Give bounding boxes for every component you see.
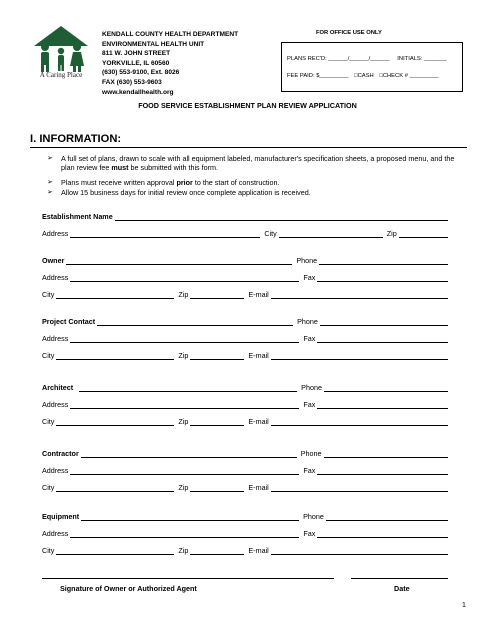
bullet-text: A full set of plans, drawn to scale with all equipment labeled, manufacturer's specification sheets, a proposed menu, and the plan review fee must be submitted with this form. [61,154,455,173]
project-contact-city-field[interactable] [56,352,174,360]
architect-label: Architect [42,383,74,392]
architect-zip-field[interactable] [190,418,244,426]
date-line[interactable] [351,578,448,579]
email-label: E-mail [248,290,269,299]
owner-address-row [42,271,448,282]
architect-row [42,381,448,392]
zip-label: Zip [178,417,189,426]
bullet-text: Allow 15 business days for initial review once complete application is received. [61,188,311,197]
project-contact-city-row [42,349,448,360]
project-contact-email-field[interactable] [271,352,448,360]
equipment-name-field[interactable] [81,513,299,521]
instruction-bullet [47,188,457,197]
project-contact-zip-field[interactable] [190,352,244,360]
email-label: E-mail [248,417,269,426]
address-label: Address [42,529,69,538]
office-use-title: FOR OFFICE USE ONLY [316,30,382,36]
zip-label: Zip [386,229,397,238]
arrow-bullet-icon: ➢ [47,179,53,186]
project-contact-name-field[interactable] [97,318,293,326]
architect-city-row [42,415,448,426]
architect-email-field[interactable] [271,418,448,426]
phone-label: Phone [300,449,322,458]
zip-label: Zip [178,483,189,492]
initials-field[interactable]: INITIALS: _______ [397,56,447,62]
contractor-name-field[interactable] [81,450,297,458]
city-label: City [42,351,55,360]
plans-received-line [287,56,447,62]
org-fax: FAX (630) 553-9603 [102,78,162,86]
email-label: E-mail [248,546,269,555]
contractor-row [42,447,448,458]
arrow-bullet-icon: ➢ [47,155,53,162]
date-label: Date [394,584,410,593]
address-label: Address [42,466,69,475]
architect-fax-field[interactable] [317,401,448,409]
contractor-label: Contractor [42,449,79,458]
fax-label: Fax [303,466,316,475]
contractor-city-field[interactable] [56,484,174,492]
fee-paid-field[interactable]: FEE PAID: $_________ [287,73,349,79]
contractor-zip-field[interactable] [190,484,244,492]
establishment-address-row [42,227,448,238]
org-city: YORKVILLE, IL 60560 [102,59,170,67]
establishment-name-row [42,210,448,221]
org-street: 811 W. JOHN STREET [102,50,171,58]
plans-received-field[interactable]: PLANS REC'D: ______/______/______ [287,56,390,62]
address-label: Address [42,229,69,238]
architect-phone-field[interactable] [324,384,448,392]
equipment-city-field[interactable] [56,547,174,555]
owner-row [42,254,448,265]
contractor-email-field[interactable] [271,484,448,492]
fax-label: Fax [303,273,316,282]
arrow-bullet-icon: ➢ [47,189,53,196]
section-divider [30,147,467,148]
equipment-row [42,510,448,521]
city-field[interactable] [279,230,383,238]
contractor-fax-field[interactable] [317,467,448,475]
equipment-label: Equipment [42,512,80,521]
equipment-address-field[interactable] [70,530,299,538]
contractor-address-field[interactable] [70,467,299,475]
fax-label: Fax [303,529,316,538]
email-label: E-mail [248,483,269,492]
owner-zip-field[interactable] [190,291,244,299]
page-number: 1 [462,602,466,609]
cash-checkbox[interactable]: □CASH [354,73,374,79]
architect-city-field[interactable] [56,418,174,426]
zip-label: Zip [178,351,189,360]
address-label: Address [42,273,69,282]
signature-line[interactable] [42,578,334,579]
city-label: City [42,417,55,426]
contractor-city-row [42,481,448,492]
project-contact-label: Project Contact [42,317,96,326]
project-contact-phone-field[interactable] [320,318,448,326]
logo-caption: A Caring Place [39,71,83,79]
project-contact-row [42,315,448,326]
signature-label: Signature of Owner or Authorized Agent [60,584,197,593]
zip-label: Zip [178,546,189,555]
owner-city-field[interactable] [56,291,174,299]
equipment-zip-field[interactable] [190,547,244,555]
org-website: www.kendallhealth.org [102,88,174,96]
zip-field[interactable] [399,230,448,238]
owner-label: Owner [42,256,65,265]
city-label: City [42,546,55,555]
phone-label: Phone [303,512,324,521]
project-contact-address-row [42,332,448,343]
address-label: Address [42,334,69,343]
contractor-phone-field[interactable] [324,450,448,458]
architect-name-field[interactable] [79,384,297,392]
phone-label: Phone [301,383,322,392]
org-unit: ENVIRONMENTAL HEALTH UNIT [102,40,205,48]
project-contact-fax-field[interactable] [317,335,448,343]
project-contact-address-field[interactable] [70,335,299,343]
owner-fax-field[interactable] [317,274,448,282]
section-heading: I. INFORMATION: [30,133,122,145]
phone-label: Phone [297,317,318,326]
equipment-phone-field[interactable] [326,513,448,521]
owner-email-field[interactable] [271,291,448,299]
city-label: City [264,229,277,238]
fee-paid-line [287,73,439,79]
equipment-address-row [42,527,448,538]
owner-phone-field[interactable] [319,257,448,265]
org-name: KENDALL COUNTY HEALTH DEPARTMENT [102,31,239,38]
org-phone: (630) 553-9100, Ext. 8026 [102,69,180,77]
address-field[interactable] [70,230,260,238]
architect-address-row [42,398,448,409]
establishment-name-field[interactable] [115,213,448,221]
org-address-block [102,30,238,97]
owner-city-row [42,288,448,299]
office-use-box [281,42,463,92]
city-label: City [42,483,55,492]
phone-label: Phone [296,256,318,265]
zip-label: Zip [178,290,189,299]
fax-label: Fax [303,400,316,409]
owner-address-field[interactable] [70,274,299,282]
establishment-name-label: Establishment Name [42,212,113,221]
check-number-field[interactable]: □CHECK # _________ [379,73,439,79]
city-label: City [42,290,55,299]
equipment-city-row [42,544,448,555]
equipment-email-field[interactable] [271,547,448,555]
contractor-address-row [42,464,448,475]
form-title: FOOD SERVICE ESTABLISHMENT PLAN REVIEW APPLICATION [138,101,357,110]
architect-address-field[interactable] [70,401,299,409]
instruction-bullet [47,178,457,187]
bullet-text: Plans must receive written approval prior to the start of construction. [61,178,280,187]
owner-name-field[interactable] [66,257,292,265]
instruction-bullet [47,154,457,173]
address-label: Address [42,400,69,409]
email-label: E-mail [248,351,269,360]
fax-label: Fax [303,334,316,343]
equipment-fax-field[interactable] [317,530,448,538]
